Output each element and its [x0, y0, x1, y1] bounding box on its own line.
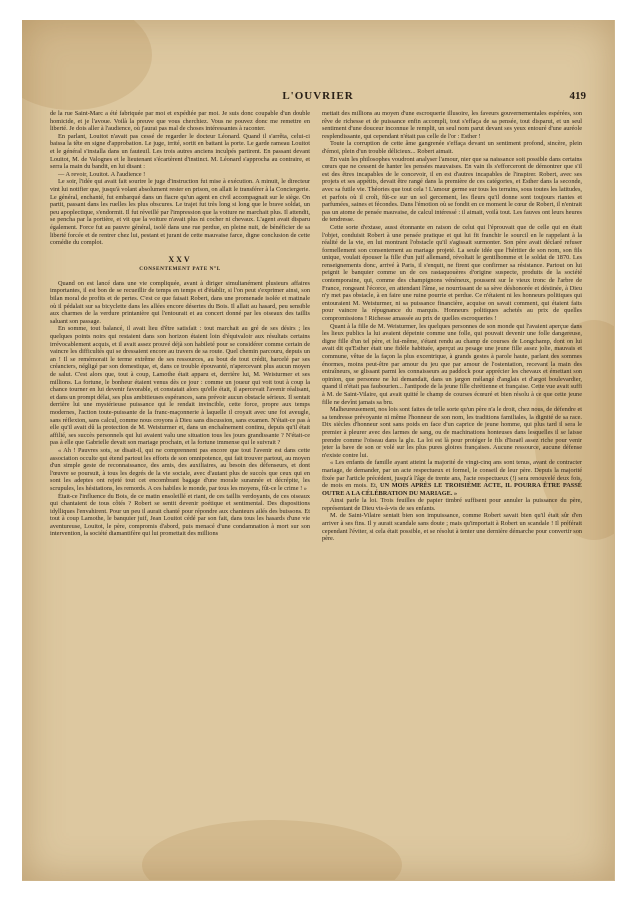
page-header	[50, 90, 586, 106]
running-title: L'OUVRIER	[282, 90, 354, 102]
left-column	[50, 110, 310, 852]
paragraph: En parlant, Louitot n'avait pas cessé de regarder le docteur Léonard. Quand il s'arrêta, celui-ci baissa la tête en signe d'approbation. Le juge, irrité, sortit en battant la porte. Le garde rameau Louitot et le général s'installa dans un fauteuil. Les trois autres anciens inculpés partirent. En passant devant Louitot, M. de Valognes et le lieutenant s'écartèrent d'instinct. M. Léonard s'approcha au contraire, et serra la main du bandit, en lui disant :	[50, 132, 310, 171]
paragraph: Quant à la fille de M. Weisturmer, les quelques personnes de son monde qui l'avaient aperçue dans les lieux publics la lui avaient dépeinte comme une folle, qui pouvait devenir une folle dangereuse, digne fille d'un tel père, et lui-même, s'étant rendu au champ de courses de Longchamp, dont on lui avait dit qu'Esther était une fidèle habituée, aperçut au pesage une jeune fille assez jolie, mauvais et commune, vêtue de la façon la plus excentrique, à grands gestes à parole haute, parlant des sommes énormes, moins peut-être par amour du jeu que par amour de l'ostentation, recevant la main des entraîneurs, se glissant parmi les connaisseurs au paddock pour apprécier les chevaux et émettant son opinion, que personne ne lui demandait, dans un jargon mélangé d'anglais et d'argot boulevardier, quand il n'était pas faubourien... l'antipode de la jeune fille chrétienne et française. Cette vue avait suffi à M. de Saint-Vilaire, qui avait quitté le champ de courses écœuré et bien résolu à ce que cette jeune fille ne devînt jamais sa bru.	[322, 322, 582, 406]
paragraph: mettait des millions au moyen d'une escroquerie illusoire, les faveurs gouvernementales espérées, son rêve de richesse et de puissance enfin accompli, tout s'effaça de sa pensée, tout disparut, et un seul sentiment d'une douceur inconnue le remplit, un seul nom parut devant ses yeux entouré d'une auréole resplendissante, qui cependant n'était pas celle de l'or : Esther !	[322, 110, 582, 140]
paragraph: Le soir, l'idée qui avait fait sourire le juge d'instruction fut mise à exécution. A minuit, le directeur vint lui notifier que, jusqu'à volant absolument rester en prison, on allait le transférer à la Conciergerie. Le général, enchanté, fut embarqué dans un fiacre qu'un agent en civil accompagnait sur le siège. On partit, passant dans les ruelles les plus obscures. Le trajet fut très long si long que le brave soldat, un peu apoplectique, s'endormit. Il fut réveillé par l'impression que la voiture ne marchait plus. Il attendit, se pencha par la portière, et vit que la voiture n'avait plus ni cocher ni chevaux. L'agent avait disparu également. Force fut au pauvre général, isolé dans une rue perdue, en pleine nuit, de bénéficier de sa liberté forcée et de rentrer chez lui, pestant et jurant de cette mauvaise farce, digne conclusion de cette comédie du complot.	[50, 178, 310, 247]
quote-paragraph	[322, 459, 582, 497]
paragraph: « Ah ! Pauvres sots, se disait-il, qui ne comprennent pas encore que tout l'avenir est dans cette association occulte qui étend partout les efforts de son omnipotence, qui fait trouver partout, au moyen d'un simple geste de reconnaissance, des amis, des auxiliaires, au besoin des défenseurs, et dont l'œuvre se poursuit, à tous les degrés de la vie sociale, avec d'autant plus de succès que ceux qui en sont les adeptes ont rejeté tout cet encombrant bagage d'une morale surannée et décrépite, les scrupules, les hésitations, les remords. A ces habiles le monde, par tous les moyens, fût-ce le crime ! »	[50, 446, 310, 492]
chapter-title: CONSENTEMENT PATE N°L	[139, 266, 221, 273]
chapter-number: XXV	[168, 254, 192, 264]
paragraph: Ainsi parle la loi. Trois feuilles de papier timbré suffisent pour annuler la puissance du père, représentant de Dieu vis-à-vis de ses enfants.	[322, 497, 582, 512]
paragraph: de la rue Saint-Marc a été fabriquée par moi et expédiée par moi. Je suis donc coupable d'un double homicide, et je l'avoue. Voilà la preuve que vous cherchiez. Vous ne pouvez donc me remettre en liberté. Je dois aller à l'audience, où j'aurai pas mal de choses intéressantes à raconter.	[50, 110, 310, 133]
paragraph: Cette sorte d'extase, aussi étonnante en raison de celui qui l'éprouvait que de celle qui en était l'objet, conduisit Robert à une pensée pratique et qui lui fit franchir le sourcil en le rappelant à la réalité de la vie, en lui montrant l'obstacle qu'il s'agissait surmonter. Son père avait déclaré refuser formellement son consentement au mariage projeté. La seule idée que l'héritier de son nom, son fils unique, voulait épouser la fille d'un juif allemand, révoltait le gentilhomme et le soldat de 1870. Les renseignements donc, arrivé à Paris, il s'enquit, ne firent que confirmer sa résistance. Partout on lui peignit le banquier comme un de ces rastaquouères d'origine suspecte, produits de la société contemporaine, qui, comme des champignons vénéneux, poussent sur le vieux tronc de l'arbre de France, rongeant l'écorce, en attendant l'âme, se nourrissant de sa sève déshonorée et déstinée, à Dieu n'y met pas obstacle, à en faire une ruine pourrie et perdue. Ce n'étaient ni les honneurs politiques qui entouraient M. Weisturmer, ni sa puissance financière, acquise on savait comment, qui étaient faits pour vaincre la répugnance du marquis. Honneurs politiques achetés au prix de quelles compromissions ! Richesse amassée au prix de quelles escroqueries !	[322, 223, 582, 323]
paragraph: Était-ce l'influence du Bois, de ce matin ensoleillé et riant, de ces taillis verdoyants, de ces oiseaux qui chantaient de tous côtés ? Robert se sentit devenir poétique et sentimental. Des dispositions idylliques l'envahirent. Pour un peu il aurait chanté pour répondre aux chanteurs ailés des buissons. Et tout à coup Lamothe, le banquier juif, Jean Louitot cédé par son fait, dans tous les hasards d'une vie aventureuse, Louitot, le père, compromis d'abord, puis menacé d'une condamnation à mort sur son intervention, la société diamantifère qui lui promettait des millions	[50, 492, 310, 538]
paragraph: Malheureusement, nos lois sont faites de telle sorte qu'un père n'a le droit, chez nous, de défendre et sa tendresse prévoyante ni même l'honneur de son nom, les traditions familiales, la dignité de sa race. Dix siècles d'honneur sont sans poids en face d'un caprice de jeune homme, qui plus tard il sera le premier à pleurer avec des larmes de sang, ou de machinations honteuses dans lesquelles il se laisse prendre comme l'oiseau dans la glu. La loi est là pour protéger le fils d'Israël assez riche pour venir jeter la bave de son or volé sur les plus pures gloires françaises. Aucune ressource, aucune défense n'existe contre lui.	[322, 406, 582, 459]
book-page	[22, 20, 615, 881]
right-column	[322, 110, 582, 852]
paragraph: En somme, tout balancé, il avait lieu d'être satisfait : tout marchait au gré de ses désirs ; les quelques points noirs qui restaient dans son horizon étaient loin d'équivaloir aux résultats certains irrévocablement acquis, et il avait assez prouvé déjà son habileté pour se considérer comme certain de vaincre les difficultés qui se dressaient encore au travers de sa route. Quel chemin parcouru, depuis un an ! Il se remémorait le terme extrême de ses ressources, au bout de tout crédit, harcelé par ses créanciers, négligé par son domestique, et, dans ce trouble épouvanté, n'apercevant plus aucun moyen de salut. C'est alors que, tout à coup, Lamothe était apparu et, derrière lui, M. Weisturmer et ses millions. La fortune, le bonheur étaient venus dès ce jour : comme un joueur qui voit tout à coup la chance tourner en lui devenir favorable, et constatait alors qu'elle était, il apercevait l'avenir réalisant, et dans un prompt délai, ses plus ambitieuses espérances, sans prévoir aucun obstacle sérieux. Il sentait derrière lui une mystérieuse puissance qui le rendait invincible, cette force, propre aux temps modernes, l'action toute-puissante de la franc-maçonnerie à laquelle il croyait avec une foi aveugle, sans réflexion, sans calcul, comme nous croyons à Dieu sans discussion, sans examen. N'était-ce pas à elle qu'il avait dû la protection de M. Weisturmer et, dans un enchaînement continu, depuis qu'il était affilié, ses succès personnels qui lui avaient valu une situation tous les jours grandissante ? N'était-ce pas à elle que Gabrielle devait son mariage prochain, et la fortune immense qui le suivrait ?	[50, 325, 310, 447]
quote-text: « Les enfants de famille ayant atteint la majorité de vingt-cinq ans sont tenus, avant de contracter mariage, de demander, par un acte respectueux et formel, le conseil de leur père. Depuis la majorité fixée par l'article précédent, jusqu'à l'âge de trente ans, l'acte respectueux (!) sera renouvelé deux fois, de mois en mois. Et,	[322, 459, 582, 490]
text-columns	[50, 110, 582, 852]
paragraph: Toute la corruption de cette âme gangrenée s'effaça devant un sentiment profond, sincère, plein d'émoi, plein d'un trouble délicieux... Robert aimait.	[322, 140, 582, 155]
quote-caps: UN MOIS APRÈS LE TROISIÈME ACTE, IL POURRA ÊTRE PASSÉ OUTRE A LA CÉLÉBRATION DU MARIAGE. »	[322, 482, 582, 497]
paragraph: En vain les philosophes voudront analyser l'amour, nier que sa naissance soit possible dans certains cœurs que ne cessent de hanter les pensées mauvaises. En vain ils s'efforceront de démontrer que s'il est des êtres incapables de le concevoir, il en est d'autres incapables de l'inspirer. Robert, avec ses projets et ses appétits, devait être rangé dans la première de ces catégories, et Esther dans la seconde, avec sa futile vie. Théories que tout cela ! L'amour germe sur tous les terrains, sous toutes les latitudes, et parfois où il croît, fût-ce sur un sol gercement, les fleurs qu'il donne sont toujours riantes et parfumées, saines et fécondes. Dans l'émotion où se fondit en ce moment le cœur de Robert, il n'entrait pas un atome de pensée mauvaise, de calcul intéressé : il aimait, voilà tout. Les fauves ont leurs heures de tendresse.	[322, 155, 582, 224]
page-number: 419	[569, 90, 586, 102]
paragraph: M. de Saint-Vilaire sentait bien son impuissance, comme Robert savait bien qu'il était sûr d'en arriver à ses fins. Il y aurait scandale sans doute ; mais qu'importait à Robert un scandale ! Il préférait cependant l'éviter, si cela était possible, et se résolut à tenter une dernière démarche pour convertir son père.	[322, 512, 582, 543]
paragraph: Quand on est lancé dans une vie compliquée, avant à diriger simultanément plusieurs affaires importantes, il est bon de se recueillir de temps en temps et d'établir, si l'on peut s'exprimer ainsi, son bilan moral de profits et de pertes. C'est ce que faisait Robert, dans une promenade isolée et matinale où il pédalait sur sa bicyclette dans les allées encore désertes du Bois. Il allait au hasard, peu sensible aux charmes de la verdure printanière qui l'entourait et au concert donné par les oiseaux des taillis saluant son passage.	[50, 279, 310, 325]
paragraph: — A revoir, Louitot. A l'audience !	[58, 170, 146, 178]
